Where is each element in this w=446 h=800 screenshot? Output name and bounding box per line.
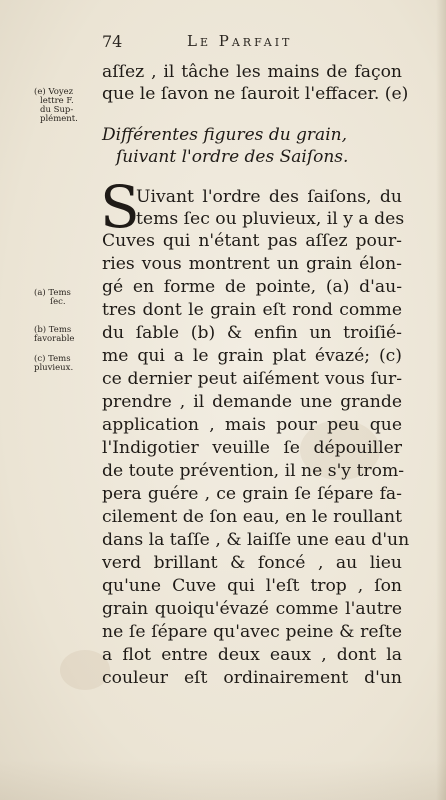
section-title-line-2: ſuivant l'ordre des Saiſons. [116, 147, 349, 167]
body-line: Uivant l'ordre des ſaiſons, du [136, 187, 402, 207]
body-line: gé en forme de pointe, (a) d'au- [102, 277, 402, 297]
margin-note-line: du Sup- [40, 105, 74, 115]
margin-note-e [34, 88, 98, 124]
body-line: tems ſec ou pluvieux, il y a des [136, 209, 405, 229]
body-line: Cuves qui n'étant pas aſſez pour- [102, 231, 402, 251]
body-line: verd brillant & foncé , au lieu [102, 553, 402, 573]
page-edge-shadow [436, 0, 446, 800]
margin-note-line: (b) Tems [34, 325, 72, 335]
page-number: 74 [102, 32, 123, 51]
margin-note-line: (e) Voyez [34, 87, 74, 97]
margin-note-line: lettre F. [40, 96, 74, 106]
body-line: grain quoiqu'évazé comme l'autre [102, 599, 402, 619]
body-line: que le ſavon ne ſauroit l'effacer. (e) [102, 84, 409, 104]
body-line: ries vous montrent un grain élon- [102, 254, 402, 274]
page-header [0, 32, 446, 54]
running-head: Le Parfait [187, 32, 293, 50]
margin-note-line: (a) Tems [34, 288, 71, 298]
body-line: cilement de ſon eau, en le roullant [102, 507, 402, 527]
body-line: du ſable (b) & enfin un troiſié- [102, 323, 402, 343]
page-bottom-shadow [0, 760, 446, 800]
section-title-line-1: Différentes figures du grain, [102, 125, 347, 145]
body-line: l'Indigotier veuille ſe dépouiller [102, 438, 402, 458]
body-line: qu'une Cuve qui l'eſt trop , ſon [102, 576, 402, 596]
margin-note-line: plément. [40, 114, 78, 124]
margin-note-line: pluvieux. [34, 363, 74, 373]
margin-note-line: ſec. [50, 297, 66, 307]
margin-note-line: favorable [34, 334, 75, 344]
body-line: ce dernier peut aiſément vous ſur- [102, 369, 402, 389]
margin-note-b [34, 326, 98, 344]
body-line: a flot entre deux eaux , dont la [102, 645, 402, 665]
body-line: dans la taſſe , & laiſſe une eau d'un [102, 530, 410, 550]
body-line: application , mais pour peu que [102, 415, 402, 435]
body-line: ne ſe ſépare qu'avec peine & reſte [102, 622, 402, 642]
drop-cap: S [100, 173, 140, 241]
margin-note-a [34, 289, 98, 307]
body-line: prendre , il demande une grande [102, 392, 402, 412]
body-line: pera guére , ce grain ſe ſépare fa- [102, 484, 402, 504]
body-line: tres dont le grain eſt rond comme [102, 300, 402, 320]
body-line: me qui a le grain plat évazé; (c) [102, 346, 402, 366]
margin-note-c [34, 355, 98, 373]
body-line: couleur eſt ordinairement d'un [102, 668, 402, 688]
margin-note-line: (c) Tems [34, 354, 71, 364]
body-line: aſſez , il tâche les mains de façon [102, 62, 402, 82]
body-line: de toute prévention, il ne s'y trom- [102, 461, 405, 481]
